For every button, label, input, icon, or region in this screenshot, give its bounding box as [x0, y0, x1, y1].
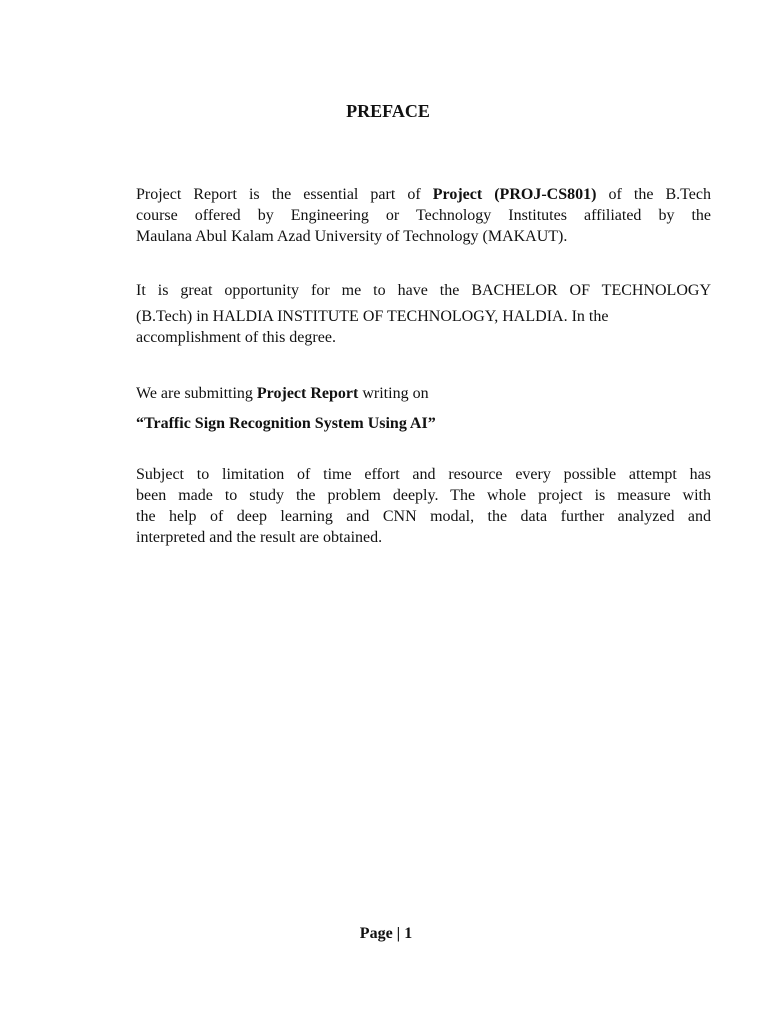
project-code-bold: Project (PROJ-CS801)	[432, 186, 597, 203]
page-number: 1	[404, 925, 413, 942]
paragraph-3-text: We are submitting	[136, 385, 257, 402]
paragraph-4-line-3: the help of deep learning and CNN modal, the data further analyzed and	[136, 508, 711, 525]
paragraph-1-line-1-text: Project Report is the essential part of	[136, 186, 433, 203]
preface-paragraph-2	[136, 280, 711, 348]
paragraph-2-line-1: It is great opportunity for me to have the BACHELOR OF TECHNOLOGY	[136, 282, 711, 299]
paragraph-2-line-3: accomplishment of this degree.	[136, 329, 336, 346]
project-title-line	[136, 413, 711, 434]
project-title: “Traffic Sign Recognition System Using AI”	[136, 415, 436, 432]
paragraph-3-text-end: writing on	[358, 385, 429, 402]
preface-paragraph-3	[136, 383, 711, 404]
page-title: PREFACE	[346, 101, 430, 121]
page-footer	[0, 924, 768, 944]
paragraph-1-line-3: Maulana Abul Kalam Azad University of Technology (MAKAUT).	[136, 228, 568, 245]
paragraph-2-line-2: (B.Tech) in HALDIA INSTITUTE OF TECHNOLOGY, HALDIA. In the	[136, 308, 609, 325]
paragraph-4-line-1: Subject to limitation of time effort and resource every possible attempt has	[136, 466, 711, 483]
page-label: Page	[359, 925, 393, 942]
paragraph-4-line-4: interpreted and the result are obtained.	[136, 529, 383, 546]
paragraph-1-line-1	[136, 184, 711, 205]
paragraph-1-line-2: course offered by Engineering or Technology Institutes affiliated by the	[136, 207, 711, 224]
paragraph-4-line-2: been made to study the problem deeply. The whole project is measure with	[136, 487, 711, 504]
preface-paragraph-4	[136, 464, 711, 548]
preface-paragraph-1	[136, 184, 711, 247]
project-report-bold: Project Report	[256, 385, 359, 402]
paragraph-1-line-1-end: of the B.Tech	[596, 186, 712, 203]
page-separator: |	[396, 925, 401, 942]
paragraph-3-line-1	[136, 383, 711, 404]
